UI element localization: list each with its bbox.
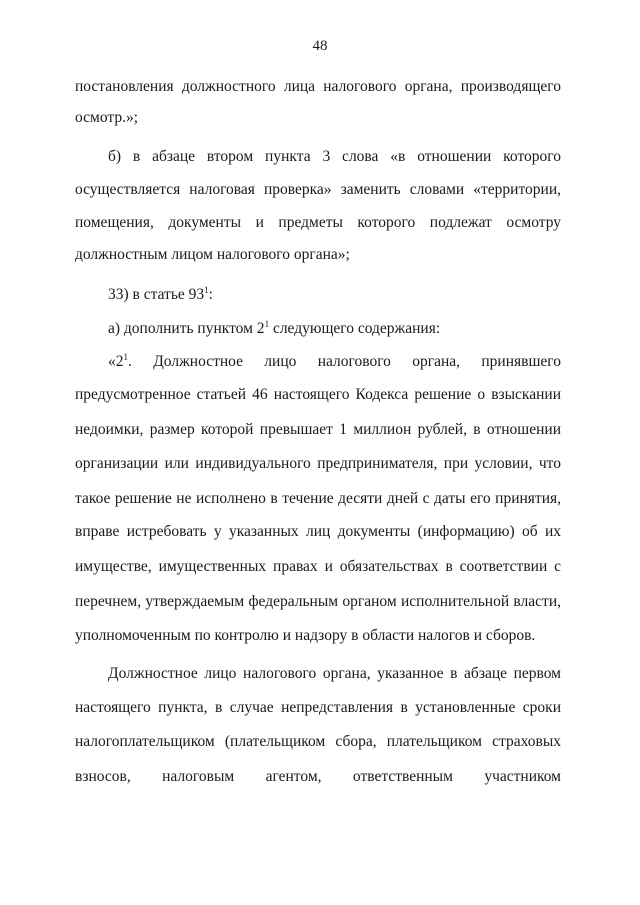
superscript: 1 — [123, 352, 128, 362]
text-line — [108, 352, 561, 372]
text-line: уполномоченным по контролю и надзору в области налогов и сборов. — [75, 627, 536, 644]
text-line: недоимки, размер которой превышает 1 миллион рублей, в отношении — [75, 421, 561, 438]
line-tail: : — [208, 286, 213, 303]
text-line: настоящего пункта, в случае непредставления в установленные сроки — [75, 699, 561, 716]
text-line: вправе истребовать у указанных лиц документы (информацию) об их — [75, 523, 561, 540]
text-line: постановления должностного лица налогового органа, производящего — [75, 78, 561, 95]
text-line: должностным лицом налогового органа»; — [75, 246, 350, 263]
line-tail: следующего содержания: — [269, 320, 441, 337]
text-line: такое решение не исполнено в течение десяти дней с даты его принятия, — [75, 490, 561, 507]
text-line: осуществляется налоговая проверка» заменить словами «территории, — [75, 181, 561, 198]
text-line: предусмотренное статьей 46 настоящего Кодекса решение о взыскании — [75, 386, 561, 403]
superscript: 1 — [264, 319, 270, 329]
text-line: налогоплательщиком (плательщиком сбора, плательщиком страховых — [75, 733, 561, 750]
text-line: взносов, налоговым агентом, ответственным участником — [75, 768, 561, 785]
text-line — [108, 319, 561, 339]
superscript: 1 — [204, 285, 209, 295]
text-line — [108, 285, 561, 305]
text-line: б) в абзаце втором пункта 3 слова «в отношении которого — [108, 148, 561, 165]
text-line: Должностное лицо налогового органа, указанное в абзаце первом — [108, 665, 561, 682]
item-label: а) дополнить пунктом 2 — [108, 320, 265, 337]
text-line: помещения, документы и предметы которого подлежат осмотру — [75, 214, 561, 231]
page-number: 48 — [312, 38, 328, 54]
item-label: «2 — [108, 353, 124, 370]
text-line: осмотр.»; — [75, 109, 139, 126]
item-label: 33) в статье 93 — [108, 286, 205, 303]
text-line: перечнем, утверждаемым федеральным органом исполнительной власти, — [75, 593, 561, 610]
text-line: имуществе, имущественных правах и обязательствах в соответствии с — [75, 558, 561, 575]
line-tail: . Должностное лицо налогового органа, принявшего — [128, 353, 561, 370]
text-line: организации или индивидуального предпринимателя, при условии, что — [75, 455, 561, 472]
